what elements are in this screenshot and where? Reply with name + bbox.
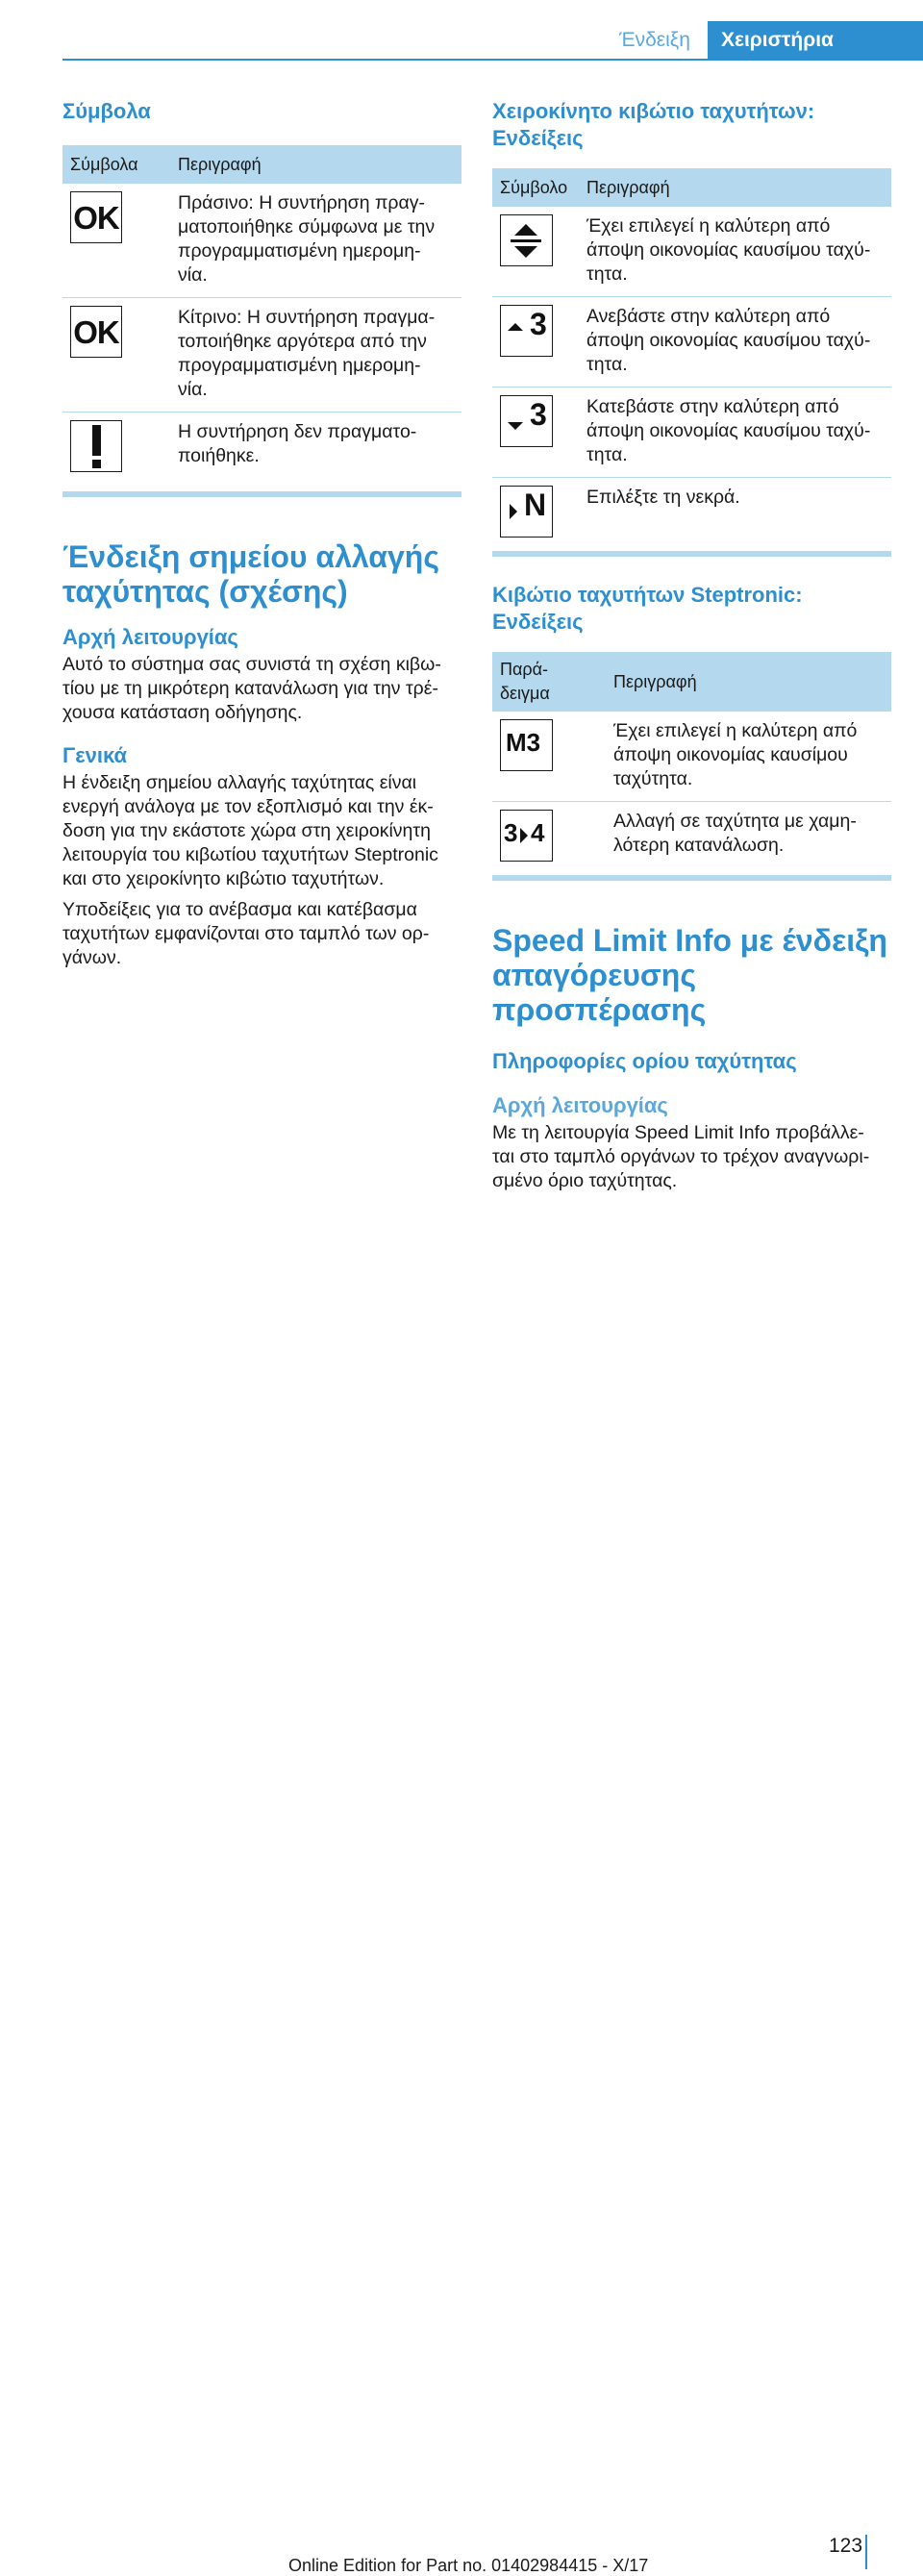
- speed-principle-title: Αρχή λειτουργίας: [492, 1093, 668, 1117]
- footer-rule: [865, 2535, 867, 2569]
- page-number: 123: [829, 2535, 863, 2557]
- table-row: [492, 802, 891, 872]
- table-header-row: [492, 168, 891, 207]
- chapter-tab[interactable]: Χειριστήρια: [708, 21, 923, 60]
- table-header-symbol: Σύμβολο: [492, 168, 579, 207]
- row-description: Πράσινο: Η συντήρηση πραγ‐ ματοποιήθηκε σύμφωνα με την προγραμματισμένη ημερομη‐ νία.: [170, 184, 462, 298]
- principle-text: Αυτό το σύστημα σας συνιστά τη σχέση κιβω‐ τίου με τη μικρότερη κατανάλωση για την τρέ‐ χουσα κατάσταση οδήγησης.: [62, 653, 441, 723]
- optimal-gear-icon: [500, 214, 553, 266]
- table-end-rule: [492, 551, 891, 557]
- table-row: [62, 184, 462, 298]
- table-row: [62, 413, 462, 488]
- symbols-title: Σύμβολα: [62, 99, 151, 123]
- section-tab[interactable]: Ένδειξη: [619, 29, 690, 51]
- steptronic-title: Κιβώτιο ταχυτήτων Steptronic: Ενδείξεις: [492, 583, 803, 634]
- table-row: [492, 478, 891, 548]
- edition-text: Online Edition for Part no. 01402984415 - X/17: [288, 2556, 649, 2575]
- neutral-icon: N: [500, 486, 553, 538]
- symbols-table: [62, 145, 462, 488]
- row-description: Έχει επιλεγεί η καλύτερη από άποψη οικονομίας καυσίμου ταχύτητα.: [606, 712, 891, 802]
- shift-up-icon: 3: [500, 305, 553, 357]
- speed-principle-text: Με τη λειτουργία Speed Limit Info προβάλλε‐ ται στο ταμπλό οργάνων το τρέχον αναγνωρι‐ σμένο όριο ταχύτητας.: [492, 1122, 870, 1191]
- row-description: Κίτρινο: Η συντήρηση πραγμα‐ τοποιήθηκε αργότερα από την προγραμματισμένη ημερομη‐ νία.: [170, 298, 462, 413]
- left-column: [62, 96, 462, 970]
- table-row: [492, 388, 891, 478]
- manual-gearbox-table: [492, 168, 891, 547]
- steptronic-table: [492, 652, 891, 871]
- row-description: Η συντήρηση δεν πραγματο‐ ποιήθηκε.: [178, 421, 417, 466]
- speed-limit-title: Speed Limit Info με ένδειξη απαγόρευσης προσπέρασης: [492, 923, 887, 1027]
- speed-info-title: Πληροφορίες ορίου ταχύτητας: [492, 1049, 797, 1073]
- table-row: [492, 207, 891, 297]
- general-text-2: Υποδείξεις για το ανέβασμα και κατέβασμα ταχυτήτων εμφανίζονται στο ταμπλό των ορ‐ γάνων.: [62, 898, 430, 968]
- principle-title: Αρχή λειτουργίας: [62, 624, 238, 649]
- right-column: [492, 96, 891, 1193]
- table-end-rule: [492, 875, 891, 881]
- general-text-1: Η ένδειξη σημείου αλλαγής ταχύτητας είναι ενεργή ανάλογα με τον εξοπλισμό και την έκ‐ δοση για την εκάστοτε χώρα στη χειροκίνητη λειτουργία του κιβωτίου ταχυτήτων Steptronic και στο χειροκίνητο κιβώτιο ταχυτήτων.: [62, 771, 438, 889]
- table-row: [62, 298, 462, 413]
- table-header-row: [62, 145, 462, 184]
- table-header-description: Περιγραφή: [579, 168, 891, 207]
- table-header-description: Περιγραφή: [606, 652, 891, 712]
- shift-3-4-icon: 3 4: [500, 810, 553, 862]
- manual-gearbox-title: Χειροκίνητο κιβώτιο ταχυτήτων: Ενδείξεις: [492, 99, 815, 150]
- row-description: Επιλέξτε τη νεκρά.: [586, 487, 740, 508]
- exclamation-icon: [70, 420, 122, 472]
- table-header-symbol: Σύμβολα: [62, 145, 170, 184]
- ok-yellow-icon: OK: [70, 306, 122, 358]
- page-header: [0, 0, 923, 60]
- ok-green-icon: OK: [70, 191, 122, 243]
- table-row: [492, 297, 891, 388]
- row-description: Έχει επιλεγεί η καλύτερη από άποψη οικονομίας καυσίμου ταχύ‐ τητα.: [579, 207, 891, 297]
- shift-indicator-title: Ένδειξη σημείου αλλαγής ταχύτητας (σχέσης): [62, 538, 439, 609]
- row-description: Ανεβάστε στην καλύτερη από άποψη οικονομίας καυσίμου ταχύ‐ τητα.: [579, 297, 891, 388]
- table-end-rule: [62, 491, 462, 497]
- shift-down-icon: 3: [500, 395, 553, 447]
- m3-icon: M3: [500, 719, 553, 771]
- table-header-example: Παρά‐ δειγμα: [492, 652, 606, 712]
- table-header-description: Περιγραφή: [170, 145, 462, 184]
- row-description: Αλλαγή σε ταχύτητα με χαμη‐ λότερη κατανάλωση.: [613, 811, 857, 856]
- row-description: Κατεβάστε στην καλύτερη από άποψη οικονομίας καυσίμου ταχύ‐ τητα.: [579, 388, 891, 478]
- general-title: Γενικά: [62, 742, 128, 767]
- table-header-row: [492, 652, 891, 712]
- header-rule: [62, 59, 923, 61]
- table-row: [492, 712, 891, 802]
